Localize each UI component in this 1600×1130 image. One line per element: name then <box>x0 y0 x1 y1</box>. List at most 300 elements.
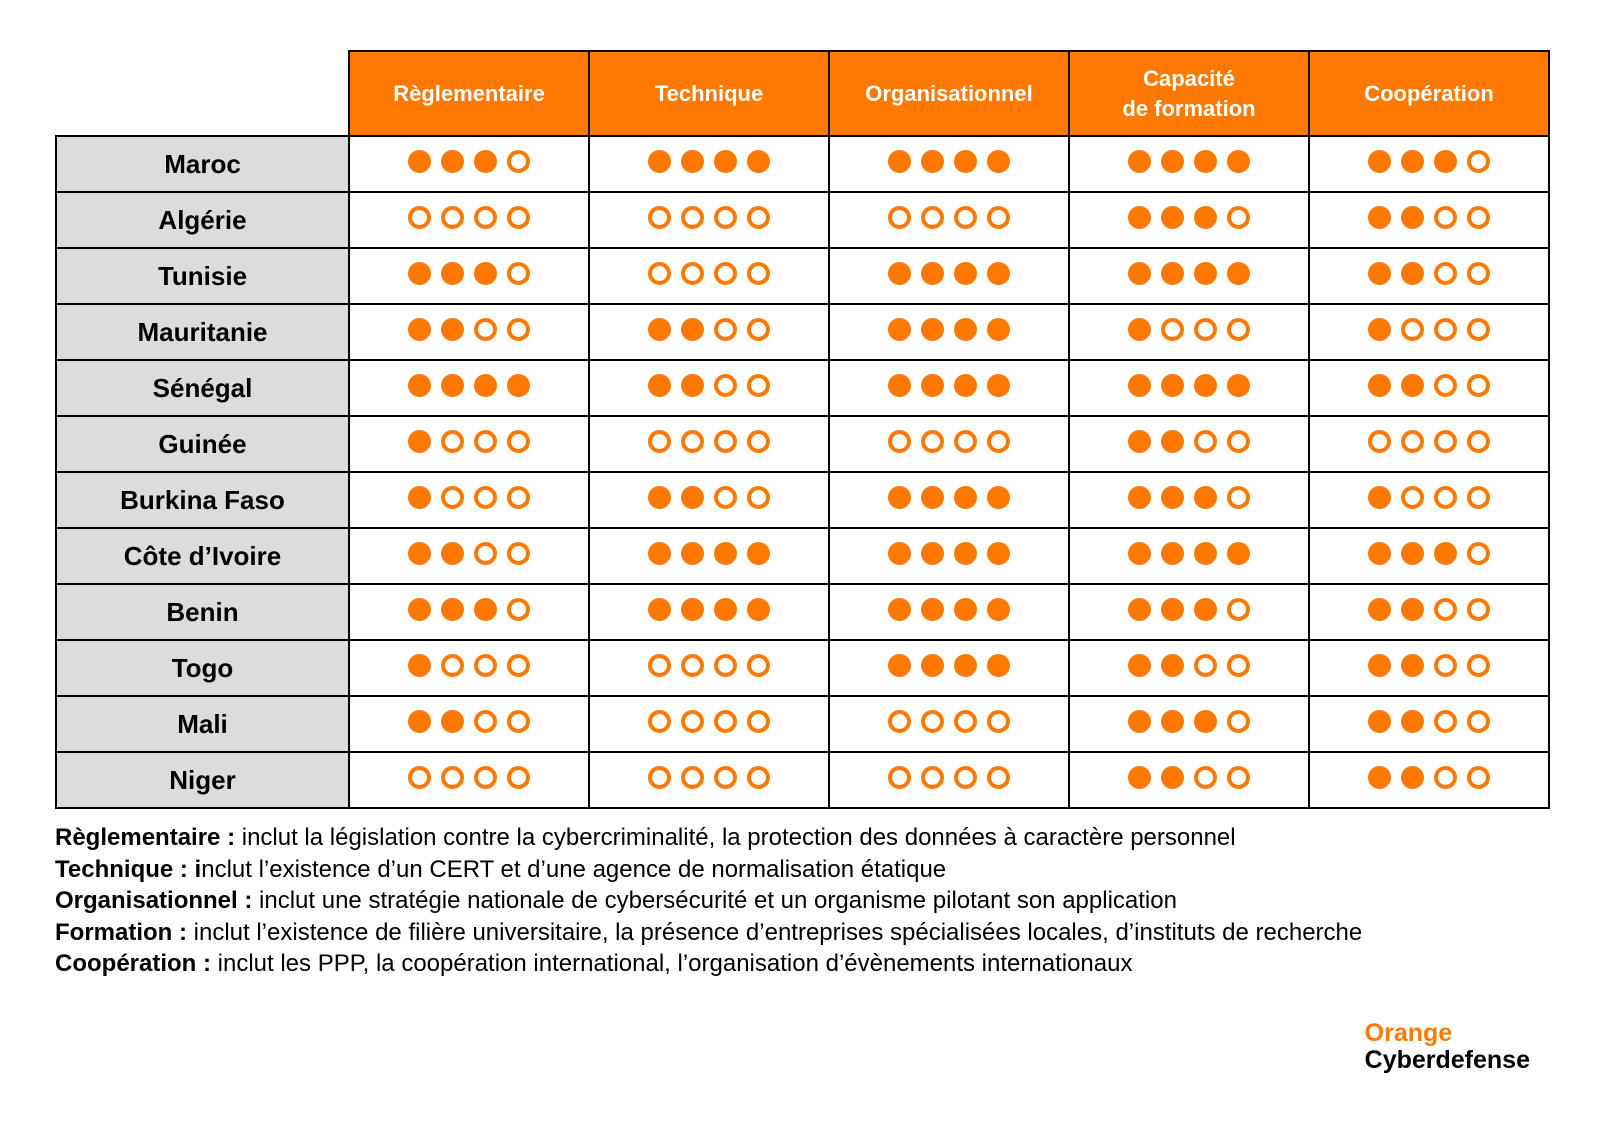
empty-dot-icon <box>1467 542 1490 565</box>
rating-dots <box>1368 486 1490 509</box>
filled-dot-icon <box>408 486 431 509</box>
empty-dot-icon <box>747 766 770 789</box>
country-label: Niger <box>56 752 349 808</box>
logo-brand: Orange <box>1364 1019 1453 1047</box>
empty-dot-icon <box>921 430 944 453</box>
empty-dot-icon <box>1434 654 1457 677</box>
filled-dot-icon <box>987 150 1010 173</box>
country-label: Tunisie <box>56 248 349 304</box>
empty-dot-icon <box>747 374 770 397</box>
rating-dots <box>1368 318 1490 341</box>
filled-dot-icon <box>1128 150 1151 173</box>
filled-dot-icon <box>1128 766 1151 789</box>
rating-cell <box>1069 472 1309 528</box>
filled-dot-icon <box>714 542 737 565</box>
filled-dot-icon <box>648 318 671 341</box>
filled-dot-icon <box>648 150 671 173</box>
filled-dot-icon <box>408 710 431 733</box>
filled-dot-icon <box>441 262 464 285</box>
filled-dot-icon <box>1227 542 1250 565</box>
table-row <box>56 192 1549 248</box>
empty-dot-icon <box>507 206 530 229</box>
rating-cell <box>589 528 829 584</box>
rating-cell <box>1309 696 1549 752</box>
country-label: Mali <box>56 696 349 752</box>
rating-cell <box>1309 528 1549 584</box>
empty-dot-icon <box>714 430 737 453</box>
empty-dot-icon <box>714 486 737 509</box>
filled-dot-icon <box>954 262 977 285</box>
rating-cell <box>1309 248 1549 304</box>
filled-dot-icon <box>1368 262 1391 285</box>
empty-dot-icon <box>954 710 977 733</box>
empty-dot-icon <box>441 486 464 509</box>
empty-dot-icon <box>507 430 530 453</box>
empty-dot-icon <box>1467 318 1490 341</box>
empty-dot-icon <box>1227 206 1250 229</box>
empty-dot-icon <box>714 262 737 285</box>
rating-cell <box>349 192 589 248</box>
rating-dots <box>1128 598 1250 621</box>
empty-dot-icon <box>648 430 671 453</box>
filled-dot-icon <box>987 486 1010 509</box>
empty-dot-icon <box>1227 430 1250 453</box>
empty-dot-icon <box>441 430 464 453</box>
rating-cell <box>829 192 1069 248</box>
empty-dot-icon <box>1227 318 1250 341</box>
filled-dot-icon <box>1368 318 1391 341</box>
filled-dot-icon <box>888 374 911 397</box>
rating-dots <box>1368 206 1490 229</box>
empty-dot-icon <box>1467 262 1490 285</box>
rating-cell <box>589 640 829 696</box>
empty-dot-icon <box>1434 206 1457 229</box>
country-label: Burkina Faso <box>56 472 349 528</box>
rating-dots <box>1128 206 1250 229</box>
empty-dot-icon <box>507 710 530 733</box>
legend-item <box>55 917 1362 949</box>
filled-dot-icon <box>921 150 944 173</box>
filled-dot-icon <box>1194 262 1217 285</box>
rating-cell <box>1069 136 1309 192</box>
empty-dot-icon <box>1161 318 1184 341</box>
empty-dot-icon <box>954 430 977 453</box>
filled-dot-icon <box>747 598 770 621</box>
empty-dot-icon <box>1401 318 1424 341</box>
rating-cell <box>349 528 589 584</box>
rating-dots <box>888 710 1010 733</box>
filled-dot-icon <box>1368 766 1391 789</box>
empty-dot-icon <box>1467 430 1490 453</box>
empty-dot-icon <box>474 430 497 453</box>
filled-dot-icon <box>888 486 911 509</box>
rating-dots <box>648 374 770 397</box>
country-label: Maroc <box>56 136 349 192</box>
filled-dot-icon <box>408 374 431 397</box>
rating-cell <box>1309 472 1549 528</box>
rating-dots <box>408 486 530 509</box>
rating-dots <box>1368 262 1490 285</box>
legend-text: inclut la législation contre la cybercriminalité, la protection des données à caractère personnel <box>241 824 1236 851</box>
rating-cell <box>589 248 829 304</box>
empty-dot-icon <box>408 206 431 229</box>
rating-cell <box>1309 416 1549 472</box>
rating-dots <box>408 710 530 733</box>
rating-cell <box>1309 640 1549 696</box>
rating-dots <box>648 486 770 509</box>
empty-dot-icon <box>1227 486 1250 509</box>
rating-dots <box>408 374 530 397</box>
country-label: Sénégal <box>56 360 349 416</box>
filled-dot-icon <box>1128 262 1151 285</box>
rating-cell <box>349 640 589 696</box>
filled-dot-icon <box>1368 486 1391 509</box>
filled-dot-icon <box>954 150 977 173</box>
rating-dots <box>888 766 1010 789</box>
filled-dot-icon <box>1194 206 1217 229</box>
filled-dot-icon <box>987 374 1010 397</box>
filled-dot-icon <box>747 150 770 173</box>
empty-dot-icon <box>1401 486 1424 509</box>
table-row <box>56 752 1549 808</box>
orange-cyberdefense-logo <box>1365 1020 1530 1074</box>
filled-dot-icon <box>1194 374 1217 397</box>
filled-dot-icon <box>888 318 911 341</box>
empty-dot-icon <box>507 654 530 677</box>
rating-cell <box>1309 584 1549 640</box>
table-row <box>56 472 1549 528</box>
rating-dots <box>648 430 770 453</box>
empty-dot-icon <box>987 206 1010 229</box>
filled-dot-icon <box>681 486 704 509</box>
column-header: Technique <box>589 51 829 136</box>
filled-dot-icon <box>1161 430 1184 453</box>
filled-dot-icon <box>1401 710 1424 733</box>
country-label: Benin <box>56 584 349 640</box>
legend-item <box>55 948 1362 980</box>
legend-term: Formation : <box>55 918 194 946</box>
empty-dot-icon <box>714 206 737 229</box>
empty-dot-icon <box>747 430 770 453</box>
filled-dot-icon <box>441 598 464 621</box>
filled-dot-icon <box>648 598 671 621</box>
rating-dots <box>408 262 530 285</box>
empty-dot-icon <box>1227 710 1250 733</box>
rating-dots <box>648 654 770 677</box>
filled-dot-icon <box>1227 262 1250 285</box>
rating-dots <box>1128 150 1250 173</box>
rating-cell <box>1069 696 1309 752</box>
empty-dot-icon <box>888 710 911 733</box>
filled-dot-icon <box>681 542 704 565</box>
empty-dot-icon <box>714 374 737 397</box>
empty-dot-icon <box>474 206 497 229</box>
filled-dot-icon <box>681 598 704 621</box>
rating-cell <box>349 248 589 304</box>
filled-dot-icon <box>714 150 737 173</box>
filled-dot-icon <box>921 318 944 341</box>
rating-dots <box>1368 710 1490 733</box>
empty-dot-icon <box>747 710 770 733</box>
filled-dot-icon <box>408 654 431 677</box>
filled-dot-icon <box>1434 542 1457 565</box>
country-label: Guinée <box>56 416 349 472</box>
rating-dots <box>648 318 770 341</box>
rating-dots <box>1368 542 1490 565</box>
empty-dot-icon <box>507 542 530 565</box>
rating-dots <box>408 430 530 453</box>
rating-cell <box>1069 192 1309 248</box>
rating-dots <box>648 150 770 173</box>
filled-dot-icon <box>1128 542 1151 565</box>
empty-dot-icon <box>714 654 737 677</box>
filled-dot-icon <box>747 542 770 565</box>
rating-dots <box>1368 430 1490 453</box>
empty-dot-icon <box>954 206 977 229</box>
rating-dots <box>408 766 530 789</box>
empty-dot-icon <box>747 262 770 285</box>
filled-dot-icon <box>954 542 977 565</box>
rating-dots <box>888 206 1010 229</box>
empty-dot-icon <box>747 486 770 509</box>
empty-dot-icon <box>1434 486 1457 509</box>
empty-dot-icon <box>747 318 770 341</box>
rating-cell <box>1069 416 1309 472</box>
empty-dot-icon <box>474 318 497 341</box>
empty-dot-icon <box>507 262 530 285</box>
empty-dot-icon <box>1467 486 1490 509</box>
filled-dot-icon <box>1434 150 1457 173</box>
filled-dot-icon <box>1401 598 1424 621</box>
rating-dots <box>888 318 1010 341</box>
rating-cell <box>589 360 829 416</box>
column-header: Coopération <box>1309 51 1549 136</box>
rating-cell <box>349 752 589 808</box>
rating-cell <box>589 304 829 360</box>
filled-dot-icon <box>408 150 431 173</box>
rating-dots <box>648 710 770 733</box>
filled-dot-icon <box>888 542 911 565</box>
filled-dot-icon <box>954 654 977 677</box>
legend-term: Coopération : <box>55 950 218 977</box>
rating-cell <box>1069 584 1309 640</box>
empty-dot-icon <box>1467 206 1490 229</box>
empty-dot-icon <box>648 710 671 733</box>
empty-dot-icon <box>1467 598 1490 621</box>
empty-dot-icon <box>507 598 530 621</box>
empty-dot-icon <box>648 262 671 285</box>
filled-dot-icon <box>1161 710 1184 733</box>
rating-cell <box>1309 136 1549 192</box>
rating-cell <box>1069 248 1309 304</box>
rating-cell <box>829 640 1069 696</box>
empty-dot-icon <box>1194 766 1217 789</box>
empty-dot-icon <box>1227 766 1250 789</box>
filled-dot-icon <box>921 374 944 397</box>
rating-dots <box>888 150 1010 173</box>
rating-cell <box>1309 192 1549 248</box>
rating-cell <box>829 696 1069 752</box>
filled-dot-icon <box>1401 262 1424 285</box>
filled-dot-icon <box>681 318 704 341</box>
filled-dot-icon <box>408 262 431 285</box>
filled-dot-icon <box>987 318 1010 341</box>
rating-cell <box>1309 360 1549 416</box>
rating-cell <box>1069 752 1309 808</box>
empty-dot-icon <box>921 766 944 789</box>
header-row <box>56 51 1549 136</box>
filled-dot-icon <box>954 486 977 509</box>
legend-item <box>55 885 1362 917</box>
filled-dot-icon <box>408 542 431 565</box>
filled-dot-icon <box>1194 150 1217 173</box>
table-row <box>56 416 1549 472</box>
empty-dot-icon <box>474 542 497 565</box>
maturity-table <box>55 50 1550 809</box>
country-label: Mauritanie <box>56 304 349 360</box>
rating-dots <box>408 206 530 229</box>
filled-dot-icon <box>1401 654 1424 677</box>
rating-cell <box>829 304 1069 360</box>
rating-cell <box>349 472 589 528</box>
filled-dot-icon <box>921 598 944 621</box>
filled-dot-icon <box>1161 262 1184 285</box>
filled-dot-icon <box>1401 206 1424 229</box>
empty-dot-icon <box>441 766 464 789</box>
rating-cell <box>589 136 829 192</box>
rating-dots <box>408 654 530 677</box>
empty-dot-icon <box>987 766 1010 789</box>
legend-text: inclut une stratégie nationale de cybersécurité et un organisme pilotant son application <box>259 887 1177 914</box>
empty-dot-icon <box>1227 598 1250 621</box>
filled-dot-icon <box>1368 206 1391 229</box>
filled-dot-icon <box>408 318 431 341</box>
empty-dot-icon <box>648 654 671 677</box>
table-row <box>56 584 1549 640</box>
legend-text: inclut l’existence de filière universitaire, la présence d’entreprises spécialisées locales, d’instituts de recherche <box>193 918 1363 946</box>
filled-dot-icon <box>1128 318 1151 341</box>
rating-dots <box>408 150 530 173</box>
empty-dot-icon <box>1194 318 1217 341</box>
filled-dot-icon <box>441 542 464 565</box>
empty-dot-icon <box>441 206 464 229</box>
legend-term: Technique : i <box>55 855 202 883</box>
empty-dot-icon <box>1467 766 1490 789</box>
empty-dot-icon <box>1368 430 1391 453</box>
empty-dot-icon <box>474 654 497 677</box>
filled-dot-icon <box>921 542 944 565</box>
corner-cell <box>56 51 349 136</box>
empty-dot-icon <box>681 206 704 229</box>
rating-dots <box>1128 710 1250 733</box>
rating-cell <box>829 752 1069 808</box>
rating-dots <box>1128 318 1250 341</box>
empty-dot-icon <box>681 430 704 453</box>
rating-cell <box>1069 304 1309 360</box>
filled-dot-icon <box>921 654 944 677</box>
empty-dot-icon <box>648 206 671 229</box>
filled-dot-icon <box>1161 654 1184 677</box>
empty-dot-icon <box>1194 654 1217 677</box>
rating-dots <box>1368 766 1490 789</box>
table-row <box>56 528 1549 584</box>
rating-dots <box>648 542 770 565</box>
filled-dot-icon <box>1368 150 1391 173</box>
legend-term: Règlementaire : <box>55 824 242 851</box>
filled-dot-icon <box>987 654 1010 677</box>
rating-cell <box>829 584 1069 640</box>
empty-dot-icon <box>1467 374 1490 397</box>
filled-dot-icon <box>1161 150 1184 173</box>
rating-cell <box>349 304 589 360</box>
empty-dot-icon <box>1434 262 1457 285</box>
filled-dot-icon <box>648 542 671 565</box>
filled-dot-icon <box>1368 710 1391 733</box>
rating-dots <box>408 598 530 621</box>
filled-dot-icon <box>1368 374 1391 397</box>
filled-dot-icon <box>1194 598 1217 621</box>
rating-dots <box>1128 766 1250 789</box>
filled-dot-icon <box>714 598 737 621</box>
table-row <box>56 304 1549 360</box>
rating-cell <box>1309 752 1549 808</box>
filled-dot-icon <box>1401 766 1424 789</box>
rating-cell <box>1069 528 1309 584</box>
rating-dots <box>1128 486 1250 509</box>
filled-dot-icon <box>954 598 977 621</box>
rating-cell <box>1069 360 1309 416</box>
filled-dot-icon <box>954 374 977 397</box>
rating-dots <box>648 598 770 621</box>
empty-dot-icon <box>921 710 944 733</box>
rating-cell <box>829 248 1069 304</box>
filled-dot-icon <box>1401 150 1424 173</box>
filled-dot-icon <box>1401 542 1424 565</box>
table-row <box>56 640 1549 696</box>
filled-dot-icon <box>1161 542 1184 565</box>
filled-dot-icon <box>474 598 497 621</box>
rating-cell <box>589 192 829 248</box>
empty-dot-icon <box>681 262 704 285</box>
rating-dots <box>408 542 530 565</box>
empty-dot-icon <box>954 766 977 789</box>
legend <box>55 822 1362 980</box>
rating-dots <box>1128 374 1250 397</box>
filled-dot-icon <box>987 262 1010 285</box>
empty-dot-icon <box>888 206 911 229</box>
filled-dot-icon <box>888 598 911 621</box>
filled-dot-icon <box>1194 710 1217 733</box>
empty-dot-icon <box>747 654 770 677</box>
empty-dot-icon <box>714 318 737 341</box>
column-header: Capacité de formation <box>1069 51 1309 136</box>
rating-dots <box>888 542 1010 565</box>
empty-dot-icon <box>507 150 530 173</box>
table-row <box>56 248 1549 304</box>
rating-cell <box>349 416 589 472</box>
filled-dot-icon <box>954 318 977 341</box>
empty-dot-icon <box>921 206 944 229</box>
filled-dot-icon <box>1161 486 1184 509</box>
rating-cell <box>1309 304 1549 360</box>
rating-cell <box>1069 640 1309 696</box>
empty-dot-icon <box>888 430 911 453</box>
empty-dot-icon <box>714 710 737 733</box>
filled-dot-icon <box>1401 374 1424 397</box>
filled-dot-icon <box>507 374 530 397</box>
rating-cell <box>349 360 589 416</box>
filled-dot-icon <box>1128 206 1151 229</box>
